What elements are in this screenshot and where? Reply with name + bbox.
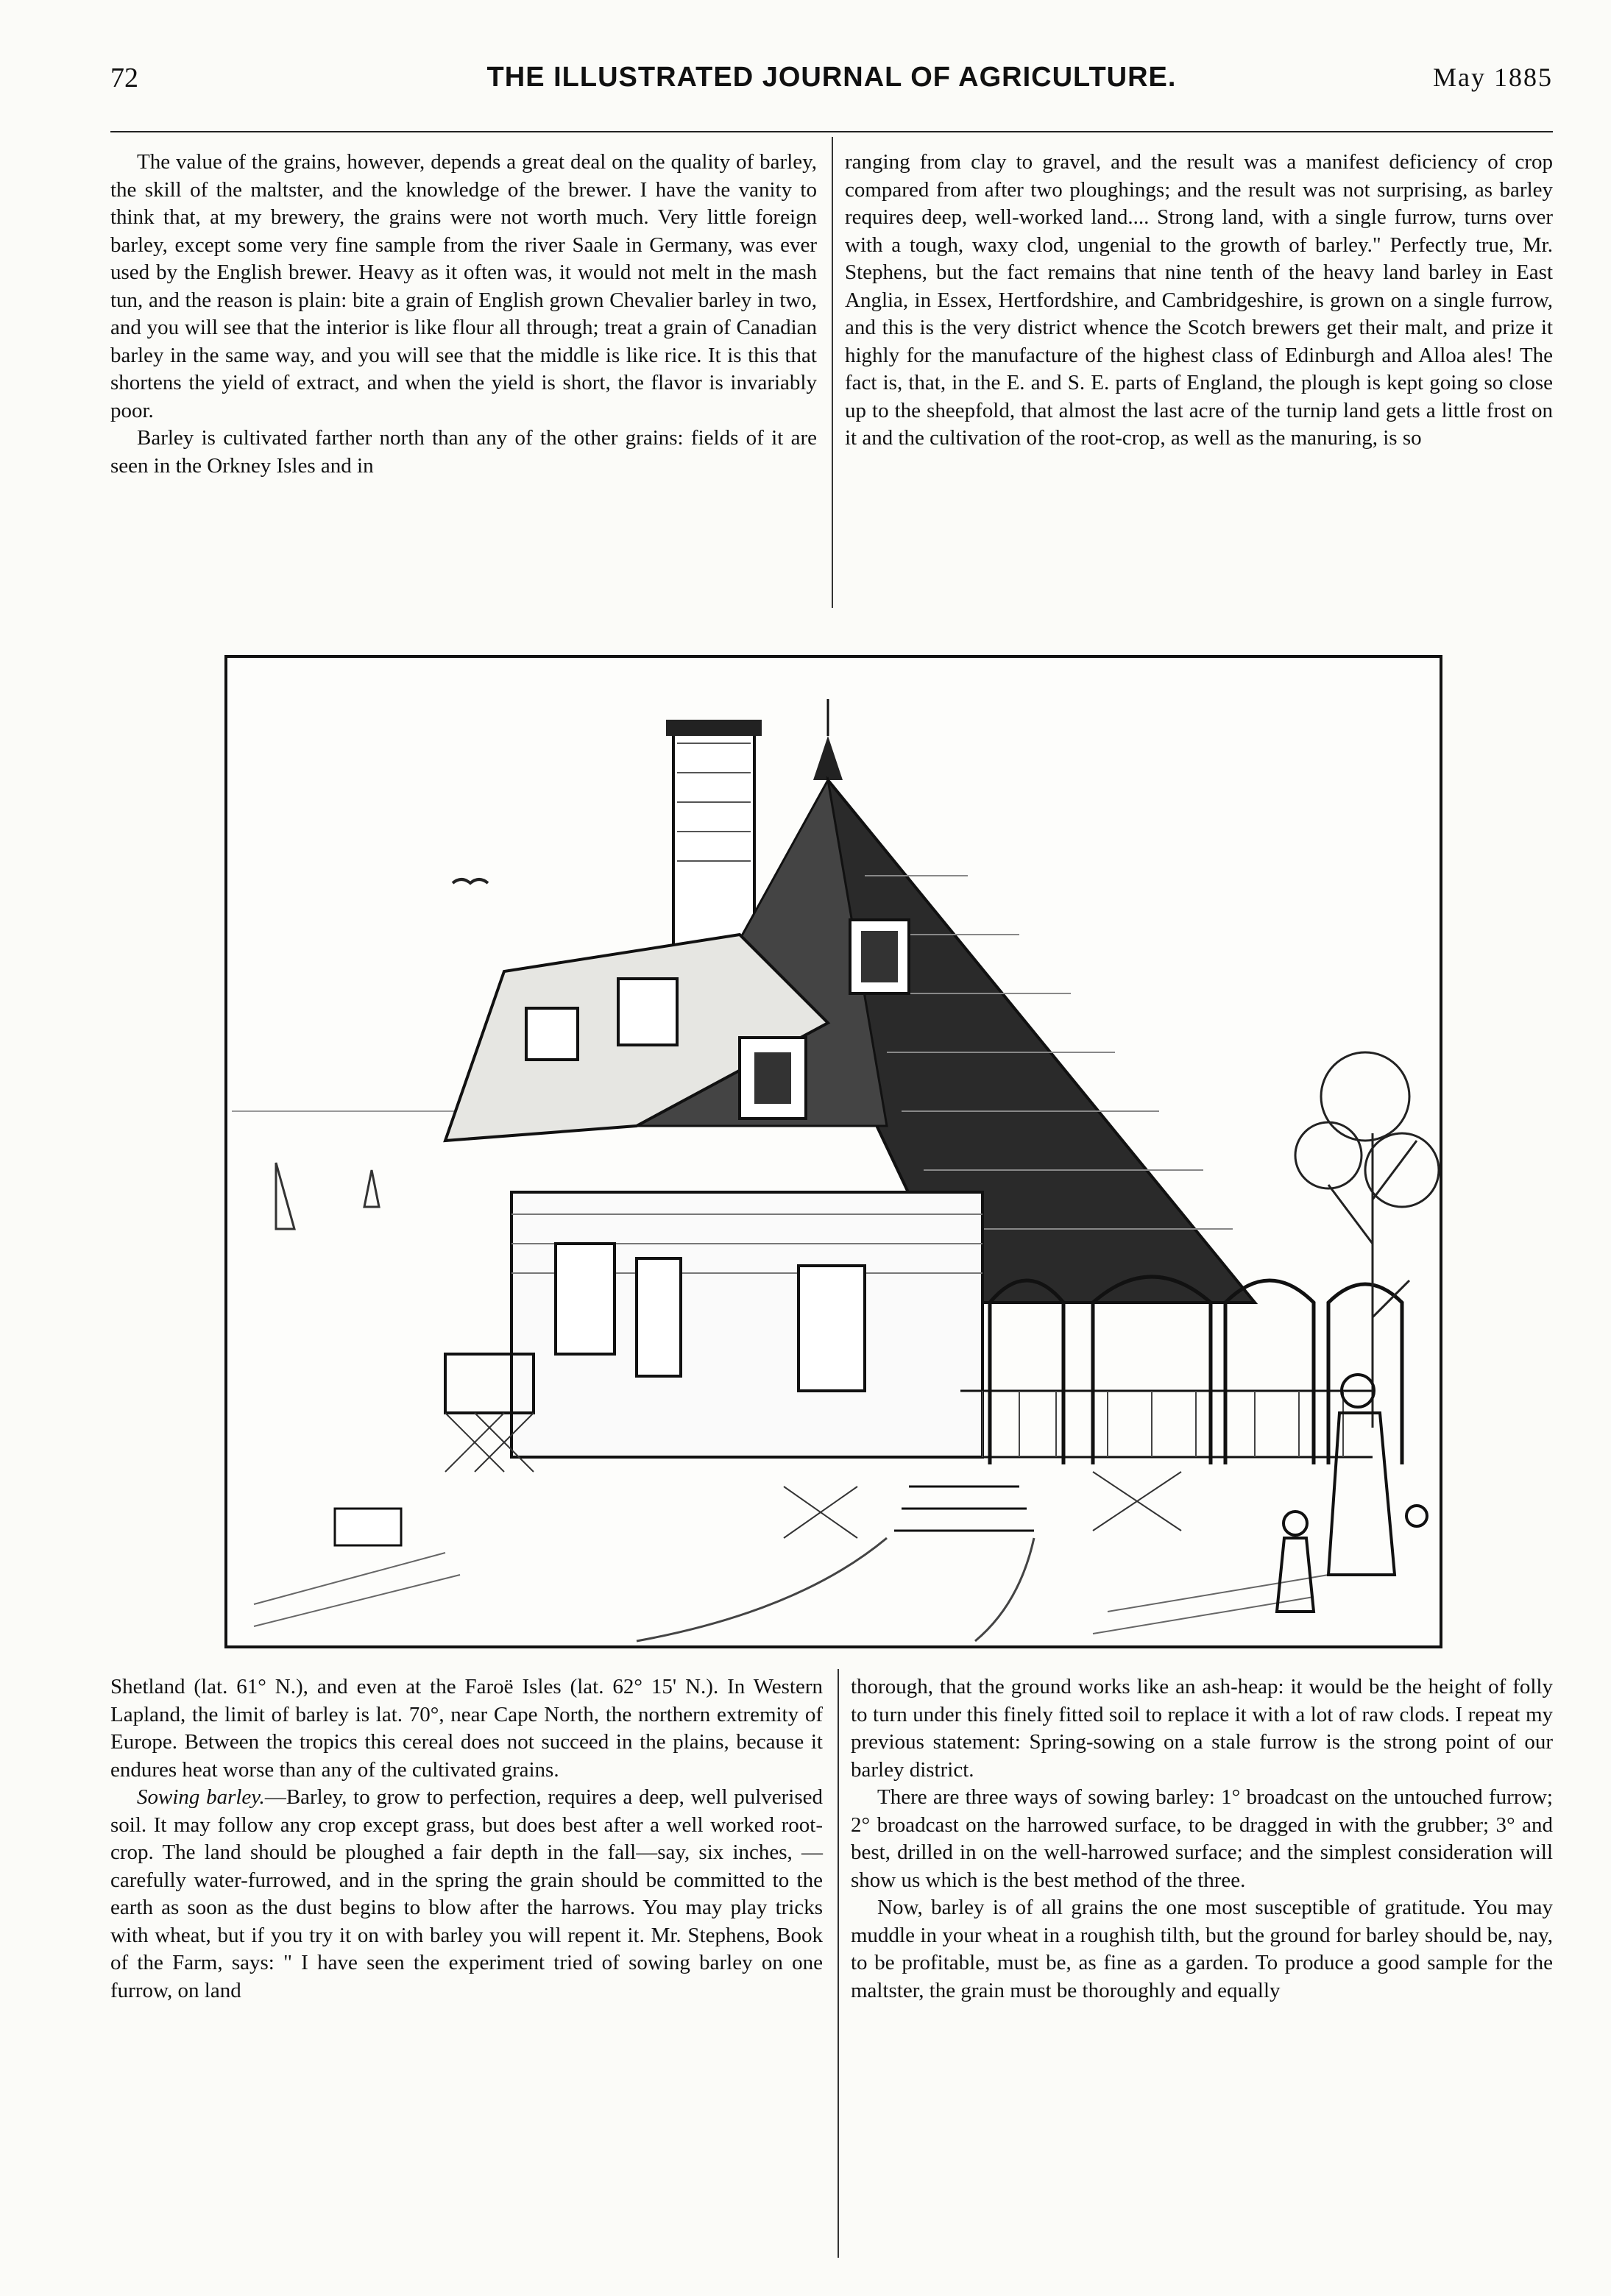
- column-top-right: [845, 149, 1553, 453]
- paragraph: [110, 1784, 823, 2005]
- column-bottom-right: [851, 1673, 1553, 2005]
- column-top-left: [110, 149, 817, 480]
- paragraph: Shetland (lat. 61° N.), and even at the Faroë Isles (lat. 62° 15' N.). In Western Lapland, the limit of barley is lat. 70°, near Cape North, the northern extremity of Europe. Between the tropics this cereal does not succeed in the plains, because it endures heat worse than any of the cultivated grains.: [110, 1675, 823, 1782]
- column-bottom-left: [110, 1673, 823, 2005]
- page-header: [110, 62, 1553, 106]
- paragraph: ranging from clay to gravel, and the result was a manifest deficiency of crop compared from after two ploughings; and the result was not surprising, as barley requires deep, well-worked land.... Strong land, with a single furrow, turns over with a tough, waxy clod, ungenial to the growth of barley." Perfectly true, Mr. Stephens, but the fact remains that nine tenth of the heavy land barley in East Anglia, in Essex, Hertfordshire, and Cambridgeshire, is grown on a single furrow, and this is the very district whence the Scotch brewers get their malt, and prize it highly for the manufacture of the highest class of Edinburgh and Alloa ales! The fact is, that, in the E. and S. E. parts of England, the plough is kept going so close up to the sheepfold, that almost the last acre of the turnip land gets a little frost on it and the cultivation of the root-crop, as well as the manuring, is so: [845, 150, 1553, 450]
- paragraph: There are three ways of sowing barley: 1° broadcast on the untouched furrow; 2° broadcast on the harrowed surface, to be dragged in with the grubber; 3° and best, drilled in on the well-harrowed surface; and the simplest consideration will show us which is the best method of the three.: [851, 1785, 1553, 1892]
- cottage-engraving-image: [224, 655, 1442, 1648]
- journal-title: THE ILLUSTRATED JOURNAL OF AGRICULTURE.: [486, 62, 1177, 93]
- paragraph-text: —Barley, to grow to perfection, requires a deep, well pulverised soil. It may follow any crop except grass, but does best after a well worked root-crop. The land should be ploughed a fair depth in the fall—say, six inches, —carefully water-furrowed, and in the spring the grain should be committed to the earth as soon as the dust begins to blow after the harrows. You may play tricks with wheat, but if you try it on with barley you will repent it. Mr. Stephens, Book of the Farm, says: " I have seen the experiment tried of sowing barley on one furrow, on land: [110, 1785, 824, 2002]
- paragraph: Now, barley is of all grains the one most susceptible of gratitude. You may muddle in your wheat in a roughish tilth, but the ground for barley should be, nay, to be profitable, must be, as fine as a garden. To produce a good sample for the maltster, the grain must be thoroughly and equally: [851, 1896, 1553, 2002]
- paragraph: Barley is cultivated farther north than any of the other grains: fields of it are seen in the Orkney Isles and in: [110, 426, 817, 478]
- issue-date: May 1885: [1433, 63, 1553, 92]
- header-rule: [110, 131, 1553, 132]
- section-lead: Sowing barley.: [137, 1785, 265, 1809]
- column-divider-top: [832, 137, 833, 608]
- paragraph: thorough, that the ground works like an ash-heap: it would be the height of folly to turn under this finely fitted soil to replace it with a lot of raw clods. I repeat my previous statement: Spring-sowing on a stale furrow is the strong point of our barley district.: [851, 1675, 1553, 1782]
- column-divider-bottom: [838, 1669, 839, 2258]
- cottage-illustration: [224, 655, 1442, 1648]
- page-number: 72: [110, 63, 138, 93]
- paragraph: The value of the grains, however, depends a great deal on the quality of barley, the skill of the maltster, and the knowledge of the brewer. I have the vanity to think that, at my brewery, the grains were not worth much. Very little foreign barley, except some very fine sample from the river Saale in Germany, was ever used by the English brewer. Heavy as it often was, it would not melt in the mash tun, and the reason is plain: bite a grain of English grown Chevalier barley in two, and you will see that the interior is like flour all through; treat a grain of Canadian barley in the same way, and you will see that the middle is like rice. It is this that shortens the yield of extract, and when the yield is short, the flavor is invariably poor.: [110, 150, 817, 422]
